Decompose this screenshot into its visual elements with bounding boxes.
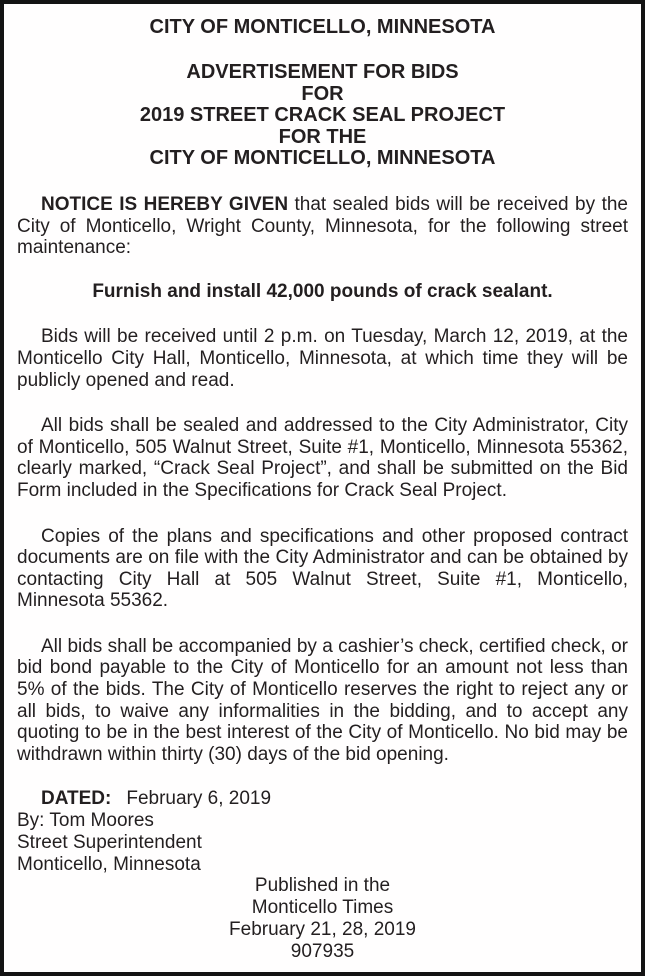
notice-lead-bold: NOTICE IS HEREBY GIVEN	[41, 193, 289, 215]
heading-line-2: FOR	[301, 82, 344, 105]
signature-city: Monticello, Minnesota	[17, 853, 201, 875]
heading-line-3: 2019 STREET CRACK SEAL PROJECT	[139, 104, 506, 127]
publication-line-2: Monticello Times	[251, 897, 394, 919]
heading-line-1: ADVERTISEMENT FOR BIDS	[186, 61, 459, 83]
paragraph-copies-on-file: Copies of the plans and specifications and other proposed contract documents are on file with the City Administrator and can be obtained by contacting City Hall at 505 Walnut Street, Suite #1, Monticello, Minnesota 55362.	[17, 525, 628, 612]
dated-value: February 6, 2019	[126, 788, 272, 810]
publication-block	[17, 875, 628, 962]
paragraph-sealed-addressed: All bids shall be sealed and addressed to the City Administrator, City of Monticello, 505 Walnut Street, Suite #1, Monticello, Minnesota 55362, clearly marked, “Crack Seal Project”, and shall be submitted on the Bid Form included in the Specifications for Crack Seal Project.	[17, 415, 628, 501]
paragraph-bid-bond: All bids shall be accompanied by a cashier’s check, certified check, or bid bond payable to the City of Monticello for an amount not less than 5% of the bids. The City of Monticello reserves the right to reject any or all bids, to waive any informalities in the bidding, and to accept any quoting to be in the best interest of the City of Monticello. No bid may be withdrawn within thirty (30) days of the bid opening.	[17, 635, 628, 765]
dated-line	[17, 788, 628, 810]
heading-line-4: FOR THE	[278, 125, 367, 148]
city-title: CITY OF MONTICELLO, MINNESOTA	[149, 16, 496, 38]
signature-by: By: Tom Moores	[17, 810, 154, 832]
signature-title: Street Superintendent	[17, 831, 202, 853]
publication-dates: February 21, 28, 2019	[229, 919, 416, 941]
notice-rest: that sealed bids will be received by the City of Monticello, Wright County, Minnesota, for the following street maintenance:	[17, 193, 628, 259]
paragraph-notice	[17, 194, 628, 259]
dated-label: DATED:	[41, 788, 112, 810]
publication-number: 907935	[290, 940, 355, 962]
signature-block	[17, 810, 628, 875]
heading-line-5: CITY OF MONTICELLO, MINNESOTA	[149, 147, 496, 170]
advertisement-heading	[17, 62, 628, 170]
scope-statement: Furnish and install 42,000 pounds of crack sealant.	[92, 280, 553, 302]
paragraph-bids-received: Bids will be received until 2 p.m. on Tuesday, March 12, 2019, at the Monticello City Hall, Monticello, Minnesota, at which time they will be publicly opened and read.	[17, 326, 628, 391]
publication-line-1: Published in the	[254, 875, 391, 897]
